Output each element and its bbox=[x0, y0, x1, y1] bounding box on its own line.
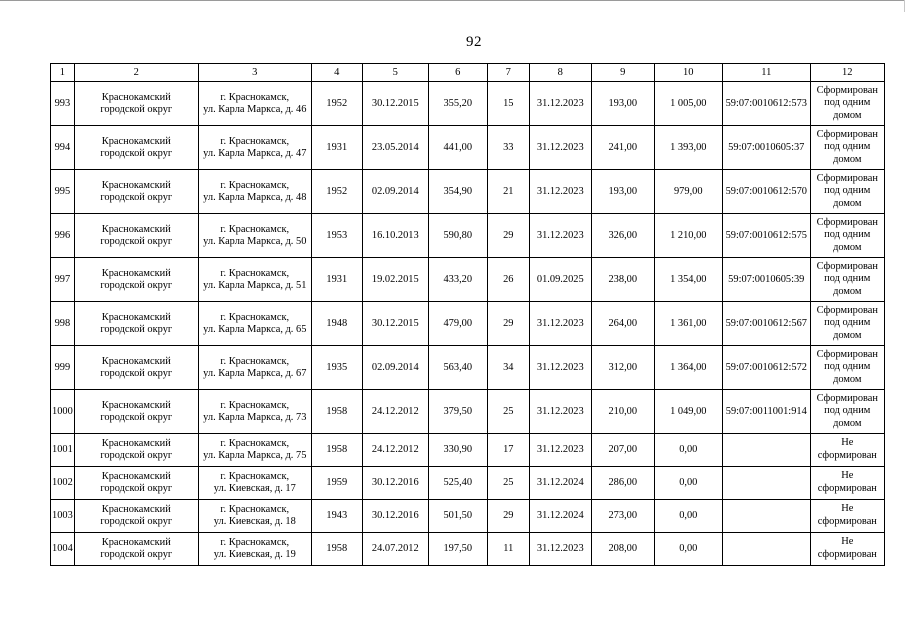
status-cell-line: домом bbox=[833, 241, 862, 253]
status-cell-line: под одним bbox=[824, 361, 871, 373]
count-cell: 25 bbox=[487, 467, 529, 500]
status-cell-line: сформирован bbox=[817, 549, 877, 560]
table-row bbox=[51, 258, 885, 302]
status-cell-line: под одним bbox=[824, 273, 871, 285]
deadline-date-cell: 01.09.2025 bbox=[529, 258, 591, 302]
status-cell-line: Не bbox=[841, 470, 854, 482]
cadastral-number-cell: 59:07:0010612:570 bbox=[722, 170, 810, 214]
count-cell: 33 bbox=[487, 126, 529, 170]
status-cell-line: под одним bbox=[824, 229, 871, 241]
date-cell: 24.12.2012 bbox=[362, 434, 428, 467]
value-col10-cell: 0,00 bbox=[654, 434, 722, 467]
count-cell: 17 bbox=[487, 434, 529, 467]
address-cell-line: г. Краснокамск, bbox=[220, 355, 290, 367]
address-cell-line: ул. Карла Маркса, д. 48 bbox=[203, 191, 307, 203]
cadastral-number-cell: 59:07:0010612:572 bbox=[722, 346, 810, 390]
column-header: 11 bbox=[722, 64, 810, 82]
status-cell-line: домом bbox=[833, 329, 862, 341]
value-col10-cell: 1 364,00 bbox=[654, 346, 722, 390]
value-col9-cell: 264,00 bbox=[591, 302, 654, 346]
district-cell-line: городской округ bbox=[100, 450, 173, 461]
status-cell bbox=[810, 500, 884, 533]
cadastral-number-cell bbox=[722, 434, 810, 467]
district-cell bbox=[74, 467, 198, 500]
area-cell: 590,80 bbox=[428, 214, 487, 258]
district-cell-line: Краснокамский bbox=[101, 537, 171, 548]
deadline-date-cell: 31.12.2023 bbox=[529, 434, 591, 467]
deadline-date-cell: 31.12.2023 bbox=[529, 126, 591, 170]
address-cell-line: ул. Киевская, д. 17 bbox=[213, 483, 296, 494]
value-col9-cell: 238,00 bbox=[591, 258, 654, 302]
district-cell bbox=[74, 214, 198, 258]
address-cell-line: г. Краснокамск, bbox=[220, 267, 290, 279]
deadline-date-cell: 31.12.2023 bbox=[529, 82, 591, 126]
cadastral-number-cell bbox=[722, 500, 810, 533]
table-row bbox=[51, 302, 885, 346]
address-cell-line: г. Краснокамск, bbox=[220, 471, 290, 482]
district-cell-line: Краснокамский bbox=[101, 135, 171, 147]
date-cell: 23.05.2014 bbox=[362, 126, 428, 170]
status-cell-line: домом bbox=[833, 197, 862, 209]
district-cell-line: городской округ bbox=[100, 103, 173, 115]
district-cell-line: Краснокамский bbox=[101, 223, 171, 235]
column-header: 6 bbox=[428, 64, 487, 82]
status-cell-line: Сформирован bbox=[816, 392, 878, 404]
count-cell: 29 bbox=[487, 500, 529, 533]
table-row bbox=[51, 82, 885, 126]
row-number-cell: 997 bbox=[51, 258, 75, 302]
housing-registry-table bbox=[50, 63, 885, 566]
scan-top-edge bbox=[0, 0, 905, 1]
table-row bbox=[51, 346, 885, 390]
cadastral-number-cell bbox=[722, 467, 810, 500]
row-number-cell: 1004 bbox=[51, 533, 75, 566]
header-row bbox=[51, 64, 885, 82]
status-cell bbox=[810, 346, 884, 390]
column-header: 12 bbox=[810, 64, 884, 82]
status-cell-line: Сформирован bbox=[816, 128, 878, 140]
area-cell: 197,50 bbox=[428, 533, 487, 566]
district-cell bbox=[74, 302, 198, 346]
row-number-cell: 998 bbox=[51, 302, 75, 346]
column-header: 7 bbox=[487, 64, 529, 82]
status-cell-line: сформирован bbox=[817, 483, 877, 494]
address-cell-line: ул. Карла Маркса, д. 47 bbox=[203, 147, 307, 159]
status-cell-line: под одним bbox=[824, 317, 871, 329]
value-col9-cell: 207,00 bbox=[591, 434, 654, 467]
value-col10-cell: 0,00 bbox=[654, 467, 722, 500]
district-cell bbox=[74, 500, 198, 533]
status-cell bbox=[810, 126, 884, 170]
cadastral-number-cell: 59:07:0010612:575 bbox=[722, 214, 810, 258]
table-row bbox=[51, 390, 885, 434]
address-cell-line: ул. Карла Маркса, д. 51 bbox=[203, 279, 307, 291]
address-cell bbox=[198, 390, 311, 434]
count-cell: 11 bbox=[487, 533, 529, 566]
address-cell bbox=[198, 346, 311, 390]
status-cell-line: домом bbox=[833, 153, 862, 165]
status-cell-line: домом bbox=[833, 109, 862, 121]
date-cell: 30.12.2015 bbox=[362, 82, 428, 126]
count-cell: 21 bbox=[487, 170, 529, 214]
page-number: 92 bbox=[466, 34, 482, 50]
deadline-date-cell: 31.12.2023 bbox=[529, 346, 591, 390]
year-built-cell: 1931 bbox=[311, 258, 362, 302]
year-built-cell: 1943 bbox=[311, 500, 362, 533]
area-cell: 479,00 bbox=[428, 302, 487, 346]
year-built-cell: 1953 bbox=[311, 214, 362, 258]
value-col10-cell: 0,00 bbox=[654, 533, 722, 566]
date-cell: 02.09.2014 bbox=[362, 170, 428, 214]
status-cell-line: домом bbox=[833, 373, 862, 385]
district-cell-line: Краснокамский bbox=[101, 311, 171, 323]
status-cell-line: Не bbox=[841, 503, 854, 515]
deadline-date-cell: 31.12.2024 bbox=[529, 500, 591, 533]
column-header: 4 bbox=[311, 64, 362, 82]
date-cell: 16.10.2013 bbox=[362, 214, 428, 258]
address-cell-line: ул. Карла Маркса, д. 46 bbox=[203, 103, 307, 115]
status-cell-line: сформирован bbox=[817, 516, 877, 527]
year-built-cell: 1959 bbox=[311, 467, 362, 500]
district-cell-line: Краснокамский bbox=[101, 438, 171, 449]
area-cell: 501,50 bbox=[428, 500, 487, 533]
value-col9-cell: 326,00 bbox=[591, 214, 654, 258]
year-built-cell: 1931 bbox=[311, 126, 362, 170]
district-cell-line: Краснокамский bbox=[101, 471, 171, 482]
address-cell bbox=[198, 500, 311, 533]
value-col10-cell: 1 393,00 bbox=[654, 126, 722, 170]
district-cell-line: Краснокамский bbox=[101, 91, 171, 103]
cadastral-number-cell: 59:07:0010612:573 bbox=[722, 82, 810, 126]
deadline-date-cell: 31.12.2023 bbox=[529, 302, 591, 346]
table-row bbox=[51, 467, 885, 500]
address-cell-line: ул. Карла Маркса, д. 75 bbox=[203, 450, 307, 461]
row-number-cell: 1002 bbox=[51, 467, 75, 500]
address-cell-line: ул. Киевская, д. 18 bbox=[213, 516, 296, 527]
date-cell: 30.12.2016 bbox=[362, 500, 428, 533]
status-cell-line: Сформирован bbox=[816, 304, 878, 316]
address-cell-line: г. Краснокамск, bbox=[220, 311, 290, 323]
area-cell: 525,40 bbox=[428, 467, 487, 500]
district-cell-line: городской округ bbox=[100, 279, 173, 291]
cadastral-number-cell: 59:07:0011001:914 bbox=[722, 390, 810, 434]
year-built-cell: 1952 bbox=[311, 82, 362, 126]
status-cell bbox=[810, 170, 884, 214]
address-cell-line: г. Краснокамск, bbox=[220, 135, 290, 147]
table-row bbox=[51, 434, 885, 467]
year-built-cell: 1948 bbox=[311, 302, 362, 346]
year-built-cell: 1958 bbox=[311, 533, 362, 566]
column-header: 2 bbox=[74, 64, 198, 82]
year-built-cell: 1952 bbox=[311, 170, 362, 214]
district-cell-line: городской округ bbox=[100, 411, 173, 423]
row-number-cell: 1001 bbox=[51, 434, 75, 467]
area-cell: 563,40 bbox=[428, 346, 487, 390]
status-cell-line: под одним bbox=[824, 97, 871, 109]
value-col9-cell: 210,00 bbox=[591, 390, 654, 434]
cadastral-number-cell: 59:07:0010605:37 bbox=[722, 126, 810, 170]
deadline-date-cell: 31.12.2023 bbox=[529, 390, 591, 434]
status-cell bbox=[810, 302, 884, 346]
district-cell bbox=[74, 346, 198, 390]
area-cell: 433,20 bbox=[428, 258, 487, 302]
value-col9-cell: 312,00 bbox=[591, 346, 654, 390]
district-cell bbox=[74, 126, 198, 170]
status-cell bbox=[810, 214, 884, 258]
status-cell-line: домом bbox=[833, 417, 862, 429]
value-col10-cell: 0,00 bbox=[654, 500, 722, 533]
date-cell: 24.12.2012 bbox=[362, 390, 428, 434]
date-cell: 24.07.2012 bbox=[362, 533, 428, 566]
count-cell: 26 bbox=[487, 258, 529, 302]
status-cell-line: Сформирован bbox=[816, 260, 878, 272]
district-cell-line: городской округ bbox=[100, 516, 173, 527]
value-col9-cell: 273,00 bbox=[591, 500, 654, 533]
row-number-cell: 996 bbox=[51, 214, 75, 258]
column-header: 9 bbox=[591, 64, 654, 82]
row-number-cell: 994 bbox=[51, 126, 75, 170]
value-col10-cell: 1 210,00 bbox=[654, 214, 722, 258]
table-row bbox=[51, 500, 885, 533]
district-cell bbox=[74, 170, 198, 214]
area-cell: 441,00 bbox=[428, 126, 487, 170]
year-built-cell: 1958 bbox=[311, 434, 362, 467]
address-cell bbox=[198, 533, 311, 566]
status-cell bbox=[810, 467, 884, 500]
district-cell-line: Краснокамский bbox=[101, 399, 171, 411]
address-cell-line: ул. Карла Маркса, д. 67 bbox=[203, 367, 307, 379]
district-cell-line: городской округ bbox=[100, 191, 173, 203]
deadline-date-cell: 31.12.2023 bbox=[529, 214, 591, 258]
status-cell bbox=[810, 258, 884, 302]
status-cell-line: Не bbox=[841, 536, 854, 548]
date-cell: 02.09.2014 bbox=[362, 346, 428, 390]
deadline-date-cell: 31.12.2023 bbox=[529, 170, 591, 214]
district-cell-line: городской округ bbox=[100, 323, 173, 335]
address-cell-line: ул. Киевская, д. 19 bbox=[213, 549, 296, 560]
address-cell bbox=[198, 170, 311, 214]
status-cell-line: Сформирован bbox=[816, 216, 878, 228]
address-cell bbox=[198, 467, 311, 500]
deadline-date-cell: 31.12.2024 bbox=[529, 467, 591, 500]
address-cell bbox=[198, 258, 311, 302]
status-cell-line: домом bbox=[833, 285, 862, 297]
table-row bbox=[51, 533, 885, 566]
district-cell-line: городской округ bbox=[100, 483, 173, 494]
row-number-cell: 993 bbox=[51, 82, 75, 126]
district-cell bbox=[74, 533, 198, 566]
year-built-cell: 1935 bbox=[311, 346, 362, 390]
value-col9-cell: 286,00 bbox=[591, 467, 654, 500]
value-col9-cell: 241,00 bbox=[591, 126, 654, 170]
status-cell-line: под одним bbox=[824, 405, 871, 417]
deadline-date-cell: 31.12.2023 bbox=[529, 533, 591, 566]
district-cell-line: Краснокамский bbox=[101, 355, 171, 367]
status-cell bbox=[810, 434, 884, 467]
address-cell-line: г. Краснокамск, bbox=[220, 504, 290, 515]
row-number-cell: 1003 bbox=[51, 500, 75, 533]
address-cell-line: г. Краснокамск, bbox=[220, 438, 290, 449]
district-cell bbox=[74, 258, 198, 302]
district-cell bbox=[74, 434, 198, 467]
status-cell-line: Не bbox=[841, 437, 854, 449]
row-number-cell: 1000 bbox=[51, 390, 75, 434]
status-cell-line: сформирован bbox=[817, 450, 877, 461]
cadastral-number-cell: 59:07:0010612:567 bbox=[722, 302, 810, 346]
address-cell bbox=[198, 126, 311, 170]
address-cell-line: г. Краснокамск, bbox=[220, 537, 290, 548]
table-row bbox=[51, 214, 885, 258]
table-row bbox=[51, 126, 885, 170]
count-cell: 15 bbox=[487, 82, 529, 126]
status-cell-line: Сформирован bbox=[816, 348, 878, 360]
address-cell-line: ул. Карла Маркса, д. 65 bbox=[203, 323, 307, 335]
value-col10-cell: 1 361,00 bbox=[654, 302, 722, 346]
address-cell-line: ул. Карла Маркса, д. 50 bbox=[203, 235, 307, 247]
district-cell-line: Краснокамский bbox=[101, 504, 171, 515]
value-col10-cell: 1 354,00 bbox=[654, 258, 722, 302]
address-cell-line: г. Краснокамск, bbox=[220, 223, 290, 235]
value-col9-cell: 208,00 bbox=[591, 533, 654, 566]
date-cell: 30.12.2015 bbox=[362, 302, 428, 346]
date-cell: 19.02.2015 bbox=[362, 258, 428, 302]
column-header: 8 bbox=[529, 64, 591, 82]
address-cell-line: ул. Карла Маркса, д. 73 bbox=[203, 411, 307, 423]
address-cell bbox=[198, 434, 311, 467]
area-cell: 330,90 bbox=[428, 434, 487, 467]
district-cell-line: городской округ bbox=[100, 549, 173, 560]
district-cell-line: городской округ bbox=[100, 147, 173, 159]
district-cell-line: городской округ bbox=[100, 367, 173, 379]
column-header: 10 bbox=[654, 64, 722, 82]
table-row bbox=[51, 170, 885, 214]
address-cell-line: г. Краснокамск, bbox=[220, 179, 290, 191]
column-header: 5 bbox=[362, 64, 428, 82]
value-col9-cell: 193,00 bbox=[591, 82, 654, 126]
column-header: 1 bbox=[51, 64, 75, 82]
district-cell bbox=[74, 82, 198, 126]
district-cell bbox=[74, 390, 198, 434]
count-cell: 29 bbox=[487, 302, 529, 346]
status-cell bbox=[810, 533, 884, 566]
value-col9-cell: 193,00 bbox=[591, 170, 654, 214]
column-header: 3 bbox=[198, 64, 311, 82]
status-cell bbox=[810, 82, 884, 126]
status-cell-line: под одним bbox=[824, 185, 871, 197]
area-cell: 354,90 bbox=[428, 170, 487, 214]
address-cell bbox=[198, 302, 311, 346]
address-cell-line: г. Краснокамск, bbox=[220, 399, 290, 411]
status-cell-line: Сформирован bbox=[816, 84, 878, 96]
count-cell: 25 bbox=[487, 390, 529, 434]
value-col10-cell: 1 049,00 bbox=[654, 390, 722, 434]
area-cell: 379,50 bbox=[428, 390, 487, 434]
year-built-cell: 1958 bbox=[311, 390, 362, 434]
cadastral-number-cell: 59:07:0010605:39 bbox=[722, 258, 810, 302]
address-cell bbox=[198, 214, 311, 258]
district-cell-line: городской округ bbox=[100, 235, 173, 247]
status-cell-line: под одним bbox=[824, 141, 871, 153]
status-cell-line: Сформирован bbox=[816, 172, 878, 184]
address-cell bbox=[198, 82, 311, 126]
cadastral-number-cell bbox=[722, 533, 810, 566]
row-number-cell: 995 bbox=[51, 170, 75, 214]
district-cell-line: Краснокамский bbox=[101, 267, 171, 279]
row-number-cell: 999 bbox=[51, 346, 75, 390]
value-col10-cell: 979,00 bbox=[654, 170, 722, 214]
area-cell: 355,20 bbox=[428, 82, 487, 126]
count-cell: 34 bbox=[487, 346, 529, 390]
address-cell-line: г. Краснокамск, bbox=[220, 91, 290, 103]
date-cell: 30.12.2016 bbox=[362, 467, 428, 500]
status-cell bbox=[810, 390, 884, 434]
value-col10-cell: 1 005,00 bbox=[654, 82, 722, 126]
district-cell-line: Краснокамский bbox=[101, 179, 171, 191]
count-cell: 29 bbox=[487, 214, 529, 258]
